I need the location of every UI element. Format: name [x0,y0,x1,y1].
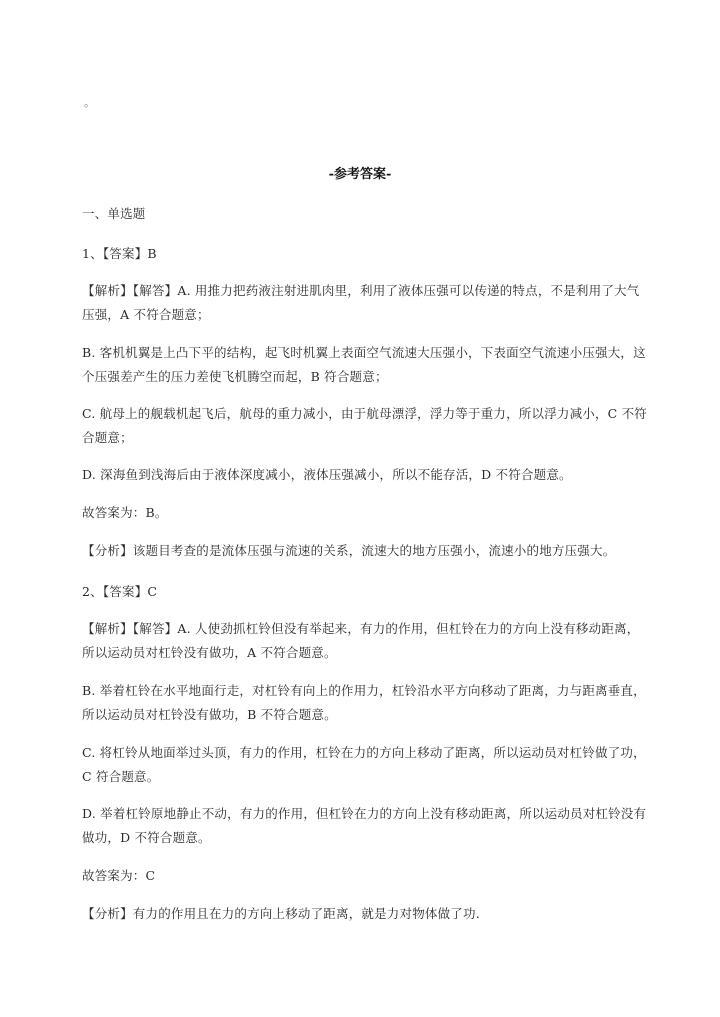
q2-conclusion: 故答案为：C [82,868,156,883]
stray-punctuation: 。 [84,96,95,109]
q2-summary: 【分析】有力的作用且在力的方向上移动了距离，就是力对物体做了功. [82,906,480,921]
q2-analysis-line: 所以运动员对杠铃没有做功，A 不符合题意。 [82,645,337,660]
q1-analysis-line: D. 深海鱼到浅海后由于液体深度减小，液体压强减小，所以不能存活，D 不符合题意。 [82,467,572,482]
q1-analysis-line: 个压强差产生的压力差使飞机腾空而起，B 符合题意； [82,369,388,384]
q2-analysis-line: 【解析】【解答】A. 人使劲抓杠铃但没有举起来，有力的作用，但杠铃在力的方向上没有移动距离， [82,621,640,636]
q1-conclusion: 故答案为：B。 [82,505,168,520]
q2-analysis-line: 做功，D 不符合题意。 [82,830,211,845]
q1-analysis-line: C. 航母上的舰载机起飞后，航母的重力减小，由于航母漂浮，浮力等于重力，所以浮力减小，C 不符 [82,406,648,421]
q2-analysis-line: B. 举着杠铃在水平地面行走，对杠铃有向上的作用力，杠铃沿水平方向移动了距离，力与距离垂直， [82,683,646,698]
page-title: -参考答案- [328,167,392,182]
q2-analysis-line: C. 将杠铃从地面举过头顶，有力的作用，杠铃在力的方向上移动了距离，所以运动员对杠铃做了功， [82,745,646,760]
q1-analysis-line: 【解析】【解答】A. 用推力把药液注射进肌肉里，利用了液体压强可以传递的特点，不是利用了大气 [82,283,640,298]
q2-answer-line: 2、【答案】C [82,584,158,599]
q2-analysis-line: D. 举着杠铃原地静止不动，有力的作用，但杠铃在力的方向上没有移动距离，所以运动员对杠铃没有 [82,806,647,821]
q1-analysis-line: 压强，A 不符合题意； [82,307,210,322]
q1-summary: 【分析】该题目考查的是流体压强与流速的关系，流速大的地方压强小，流速小的地方压强大。 [82,543,616,558]
q2-analysis-line: C 符合题意。 [82,769,160,784]
q1-analysis-line: B. 客机机翼是上凸下平的结构，起飞时机翼上表面空气流速大压强小，下表面空气流速小压强大，这 [82,345,646,360]
q2-analysis-line: 所以运动员对杠铃没有做功，B 不符合题意。 [82,707,337,722]
q1-answer-line: 1、【答案】B [82,246,157,261]
section-heading: 一、单选题 [82,206,146,221]
q1-analysis-line: 合题意； [82,430,133,445]
